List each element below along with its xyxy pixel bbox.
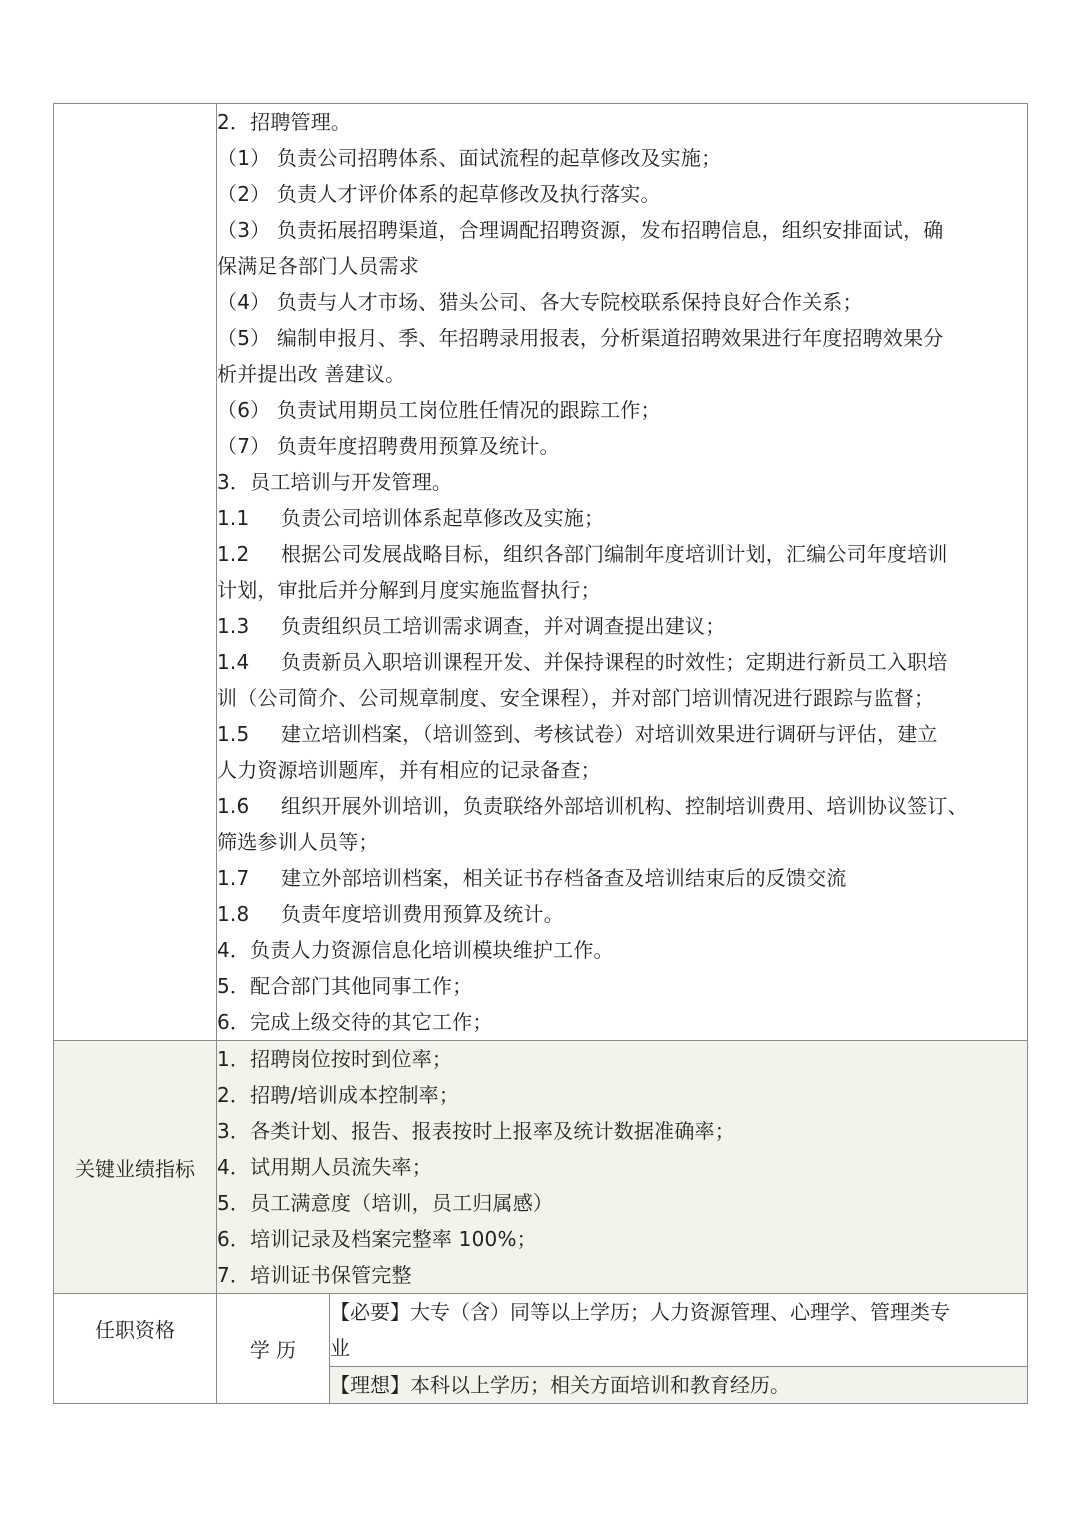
duties-label-cell bbox=[54, 104, 217, 1041]
list-item: 1.1 负责公司培训体系起草修改及实施； bbox=[217, 506, 605, 530]
kpi-content-cell bbox=[217, 1041, 1028, 1294]
list-item: 1.7 建立外部培训档案，相关证书存档备查及培训结束后的反馈交流 bbox=[217, 866, 847, 890]
list-item-continuation: 筛选参训人员等； bbox=[217, 830, 379, 854]
education-label: 学 历 bbox=[217, 1294, 330, 1404]
list-item-continuation: 人力资源培训题库，并有相应的记录备查； bbox=[217, 758, 601, 782]
list-item: （5） 编制申报月、季、年招聘录用报表，分析渠道招聘效果进行年度招聘效果分 bbox=[217, 326, 944, 350]
list-item: （2） 负责人才评价体系的起草修改及执行落实。 bbox=[217, 182, 661, 206]
list-item: 1．招聘岗位按时到位率； bbox=[217, 1047, 453, 1071]
list-item: 1.5 建立培训档案，（培训签到、考核试卷）对培训效果进行调研与评估，建立 bbox=[217, 722, 938, 746]
duties-row bbox=[54, 104, 1028, 1041]
list-item-continuation: 计划，审批后并分解到月度实施监督执行； bbox=[217, 578, 601, 602]
list-item: 3．各类计划、报告、报表按时上报率及统计数据准确率； bbox=[217, 1119, 735, 1143]
list-item: （4） 负责与人才市场、猎头公司、各大专院校联系保持良好合作关系； bbox=[217, 290, 863, 314]
list-item: 5．员工满意度（培训，员工归属感） bbox=[217, 1191, 554, 1215]
education-required bbox=[330, 1294, 1028, 1367]
list-item: 保满足各部门人员需求 bbox=[217, 254, 419, 278]
list-item: 2．招聘/培训成本控制率； bbox=[217, 1083, 460, 1107]
list-item: 析并提出改 善建议。 bbox=[217, 362, 406, 386]
qualification-row bbox=[54, 1294, 1028, 1367]
kpi-label: 关键业绩指标 bbox=[54, 1041, 217, 1294]
qualification-label: 任职资格 bbox=[54, 1294, 217, 1404]
section3-title: 3．员工培训与开发管理。 bbox=[217, 470, 453, 494]
education-required-line2: 业 bbox=[330, 1336, 350, 1360]
list-item: 1.4 负责新员入职培训课程开发、并保持课程的时效性；定期进行新员工入职培 bbox=[217, 650, 948, 674]
list-item: 6．完成上级交待的其它工作； bbox=[217, 1010, 493, 1034]
list-item: （3） 负责拓展招聘渠道，合理调配招聘资源，发布招聘信息，组织安排面试，确 bbox=[217, 218, 944, 242]
list-item-continuation: 训（公司简介、公司规章制度、安全课程），并对部门培训情况进行跟踪与监督； bbox=[217, 686, 935, 710]
section2-title: 2．招聘管理。 bbox=[217, 110, 352, 134]
list-item: 1.6 组织开展外训培训，负责联络外部培训机构、控制培训费用、培训协议签订、 bbox=[217, 794, 968, 818]
kpi-row bbox=[54, 1041, 1028, 1294]
list-item: 1.3 负责组织员工培训需求调查，并对调查提出建议； bbox=[217, 614, 726, 638]
list-item: 1.8 负责年度培训费用预算及统计。 bbox=[217, 902, 564, 926]
education-required-line1: 【必要】大专（含）同等以上学历；人力资源管理、心理学、管理类专 bbox=[330, 1300, 950, 1324]
list-item: 6．培训记录及档案完整率 100%； bbox=[217, 1227, 537, 1251]
duties-content-cell bbox=[217, 104, 1028, 1041]
list-item: （1） 负责公司招聘体系、面试流程的起草修改及实施； bbox=[217, 146, 722, 170]
job-description-table bbox=[53, 103, 1028, 1404]
list-item: 5．配合部门其他同事工作； bbox=[217, 974, 473, 998]
list-item: 7．培训证书保管完整 bbox=[217, 1263, 412, 1287]
list-item: （6） 负责试用期员工岗位胜任情况的跟踪工作； bbox=[217, 398, 661, 422]
list-item: （7） 负责年度招聘费用预算及统计。 bbox=[217, 434, 560, 458]
list-item: 4．负责人力资源信息化培训模块维护工作。 bbox=[217, 938, 614, 962]
list-item: 4．试用期人员流失率； bbox=[217, 1155, 432, 1179]
education-ideal: 【理想】本科以上学历；相关方面培训和教育经历。 bbox=[330, 1367, 1028, 1404]
list-item: 1.2 根据公司发展战略目标，组织各部门编制年度培训计划，汇编公司年度培训 bbox=[217, 542, 948, 566]
